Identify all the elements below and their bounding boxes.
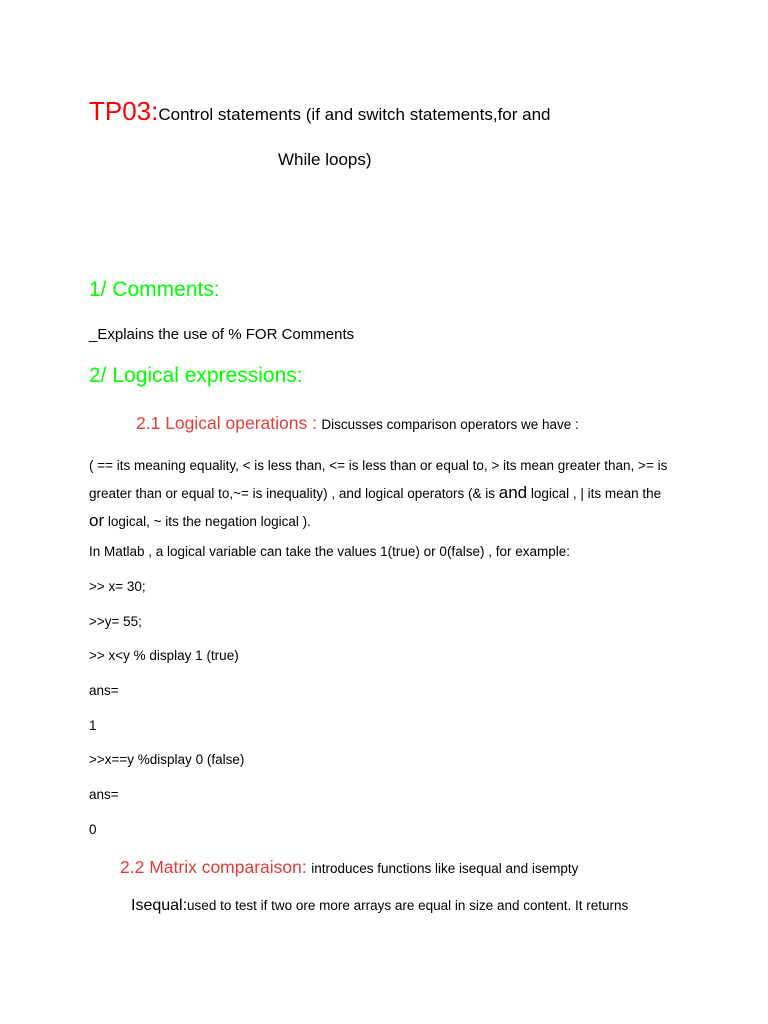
section-heading-logical-expressions: 2/ Logical expressions: — [89, 364, 303, 387]
title-text: Control statements (if and switch statements,for and — [158, 105, 551, 124]
code-line: 0 — [89, 822, 97, 837]
operators-line-2 — [89, 479, 689, 507]
subsection-logical-operations — [136, 413, 579, 434]
code-line: ans= — [89, 683, 119, 698]
subsection-matrix-comparaison — [120, 857, 578, 878]
or-word: or — [89, 511, 105, 530]
and-word: and — [498, 483, 528, 502]
matlab-intro: In Matlab , a logical variable can take the values 1(true) or 0(false) , for example: — [89, 544, 570, 559]
subsection-description: introduces functions like isequal and isempty — [311, 861, 579, 876]
subsection-heading: 2.2 Matrix comparaison: — [120, 857, 307, 877]
operators-line-3b: logical, ~ its the negation logical ). — [104, 514, 311, 529]
title-continuation: While loops) — [278, 150, 372, 169]
code-line: >>x==y %display 0 (false) — [89, 752, 245, 767]
document-title — [89, 96, 551, 127]
title-prefix: TP03: — [89, 96, 159, 126]
isequal-definition — [131, 897, 628, 915]
subsection-heading: 2.1 Logical operations : — [136, 413, 317, 433]
code-line: ans= — [89, 787, 119, 802]
comments-paragraph: _Explains the use of % FOR Comments — [89, 326, 355, 343]
operators-line-1: ( == its meaning equality, < is less than, <= is less than or equal to, > its mean greater than, >= is — [89, 458, 668, 473]
isequal-term: Isequal: — [131, 897, 188, 914]
operators-line-2b: logical , | its mean the — [527, 486, 662, 501]
subsection-description: Discusses comparison operators we have : — [321, 417, 579, 432]
operators-paragraph — [89, 452, 689, 535]
code-line: 1 — [89, 718, 97, 733]
operators-line-3 — [89, 507, 689, 535]
code-line: >> x= 30; — [89, 579, 146, 594]
section-heading-comments: 1/ Comments: — [89, 278, 220, 301]
operators-line-2a: greater than or equal to,~= is inequality) , and logical operators (& is — [89, 486, 499, 501]
isequal-description: used to test if two ore more arrays are equal in size and content. It returns — [187, 898, 629, 913]
code-line: >> x<y % display 1 (true) — [89, 648, 239, 663]
code-line: >>y= 55; — [89, 614, 142, 629]
